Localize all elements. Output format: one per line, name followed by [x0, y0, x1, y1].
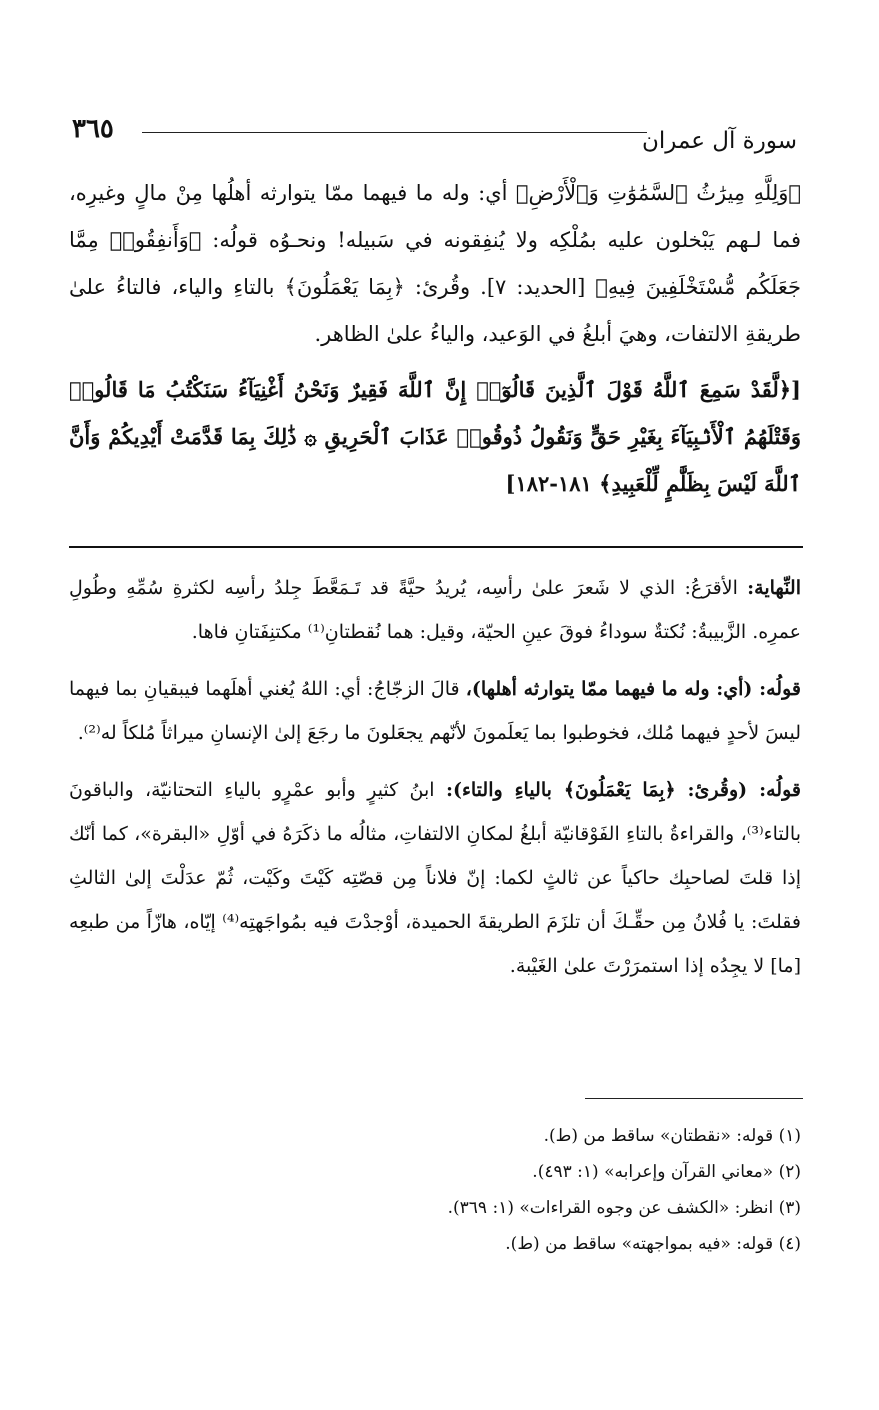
footnote-rule [585, 1098, 803, 1099]
commentary-section [69, 566, 801, 1001]
commentary-label: قولُه: (أي: وله ما فيهما ممّا يتوارثه أهلها)، [465, 678, 801, 700]
footnote: (٤) قوله: «فيه بمواجهته» ساقط من (ط). [505, 1234, 801, 1254]
commentary-text: قالَ الزجّاجُ: أي: اللهُ يُغني أهلَهما فيبقيانِ بما فيهما ليسَ لأحدٍ فيهما مُلك، فخوطبوا بما يَعلَمونَ لأنّهم يجعَلونَ ما رجَعَ إلىٰ الإنسانِ ميراثاً مُلكاً له⁽²⁾. [69, 678, 801, 744]
commentary-paragraph [69, 566, 801, 654]
quran-verse-block: [﴿لَّقَدْ سَمِعَ ٱللَّهُ قَوْلَ ٱلَّذِينَ قَالُوٓا۟ إِنَّ ٱللَّهَ فَقِيرٌ وَنَحْنُ أَغْنِيَآءُ سَنَكْتُبُ مَا قَالُوا۟ وَقَتْلَهُمُ ٱلْأَنۢبِيَآءَ بِغَيْرِ حَقٍّ وَنَقُولُ ذُوقُوا۟ عَذَابَ ٱلْحَرِيقِ ۞ ذَٰلِكَ بِمَا قَدَّمَتْ أَيْدِيكُمْ وَأَنَّ ٱللَّهَ لَيْسَ بِظَلَّٰمٍ لِّلْعَبِيدِ﴾ ١٨١-١٨٢] [69, 377, 801, 496]
commentary-label: قولُه: (وقُرئ: ﴿بِمَا يَعْمَلُونَ﴾ بالياءِ والتاء): [445, 779, 801, 801]
surah-title: سورة آل عمران [641, 128, 797, 154]
commentary-text: ابنُ كثيرٍ وأبو عمْرٍو بالياءِ التحتانيّة، والباقونَ بالتاء⁽³⁾، والقراءةُ بالتاءِ الفَوْقانيّة أبلغُ لمكانِ الالتفاتِ، مثالُه ما ذكَرَهُ في أوّلِ «البقرة»، كما أنّك إذا قلتَ لصاحبِك حاكياً عن ثالثٍ لكما: إنّ فلاناً مِن قصّتِه كَيْتَ وكَيْت، ثُمّ عدَلْتَ إلىٰ الثالثِ فقلتَ: يا فُلانُ مِن حقِّـكَ أن تلزَمَ الطريقةَ الحميدة، أوْجدْتَ فيه بمُواجَهتِه⁽⁴⁾ إيّاه، هازّاً من طبعِه [ما] لا يجِدُه إذا استمرَرْتَ علىٰ الغَيْبة. [69, 779, 801, 977]
commentary-paragraph [69, 667, 801, 755]
footnote: (١) قوله: «نقطتان» ساقط من (ط). [543, 1126, 801, 1146]
main-divider [69, 546, 803, 548]
commentary-label: النِّهاية: [747, 577, 801, 599]
footnote: (٣) انظر: «الكشف عن وجوه القراءات» (١: ٣٦٩). [447, 1198, 801, 1218]
page-number: ٣٦٥ [72, 114, 114, 144]
main-paragraph: ﴿وَلِلَّهِ مِيرَٰثُ ٱلسَّمَٰوَٰتِ وَٱلْأَرْضِ﴾ أي: وله ما فيهما ممّا يتوارثه أهلُها مِنْ مالٍ وغيرِه، فما لـهم يَبْخلون عليه بمُلْكِه ولا يُنفِقونه في سَبيله! ونحـوُه قولُه: ﴿وَأَنفِقُوا۟ مِمَّا جَعَلَكُم مُّسْتَخْلَفِينَ فِيهِ﴾ [الحديد: ٧]. وقُرئ: ﴿بِمَا يَعْمَلُونَ﴾ بالتاءِ والياء، فالتاءُ علىٰ طريقةِ الالتفات، وهيَ أبلغُ في الوَعيد، والياءُ علىٰ الظاهر. [69, 181, 801, 346]
commentary-paragraph [69, 768, 801, 988]
running-header [72, 112, 797, 156]
footnote: (٢) «معاني القرآن وإعرابه» (١: ٤٩٣). [532, 1162, 801, 1182]
footnotes [101, 1118, 801, 1262]
main-text [69, 170, 801, 507]
commentary-text: الأقرَعُ: الذي لا شَعرَ علىٰ رأسِه، يُريدُ حيَّةً قد تَـمَعَّطَ جِلدُ رأسِه لكثرةِ سُمِّهِ وطُولِ عمرِه. الزَّبيبةُ: نُكتةٌ سوداءُ فوقَ عينِ الحيّة، وقيل: هما نُقطتانِ⁽¹⁾ مكتنِفَتانِ فاها. [69, 577, 801, 643]
header-rule [142, 132, 647, 133]
